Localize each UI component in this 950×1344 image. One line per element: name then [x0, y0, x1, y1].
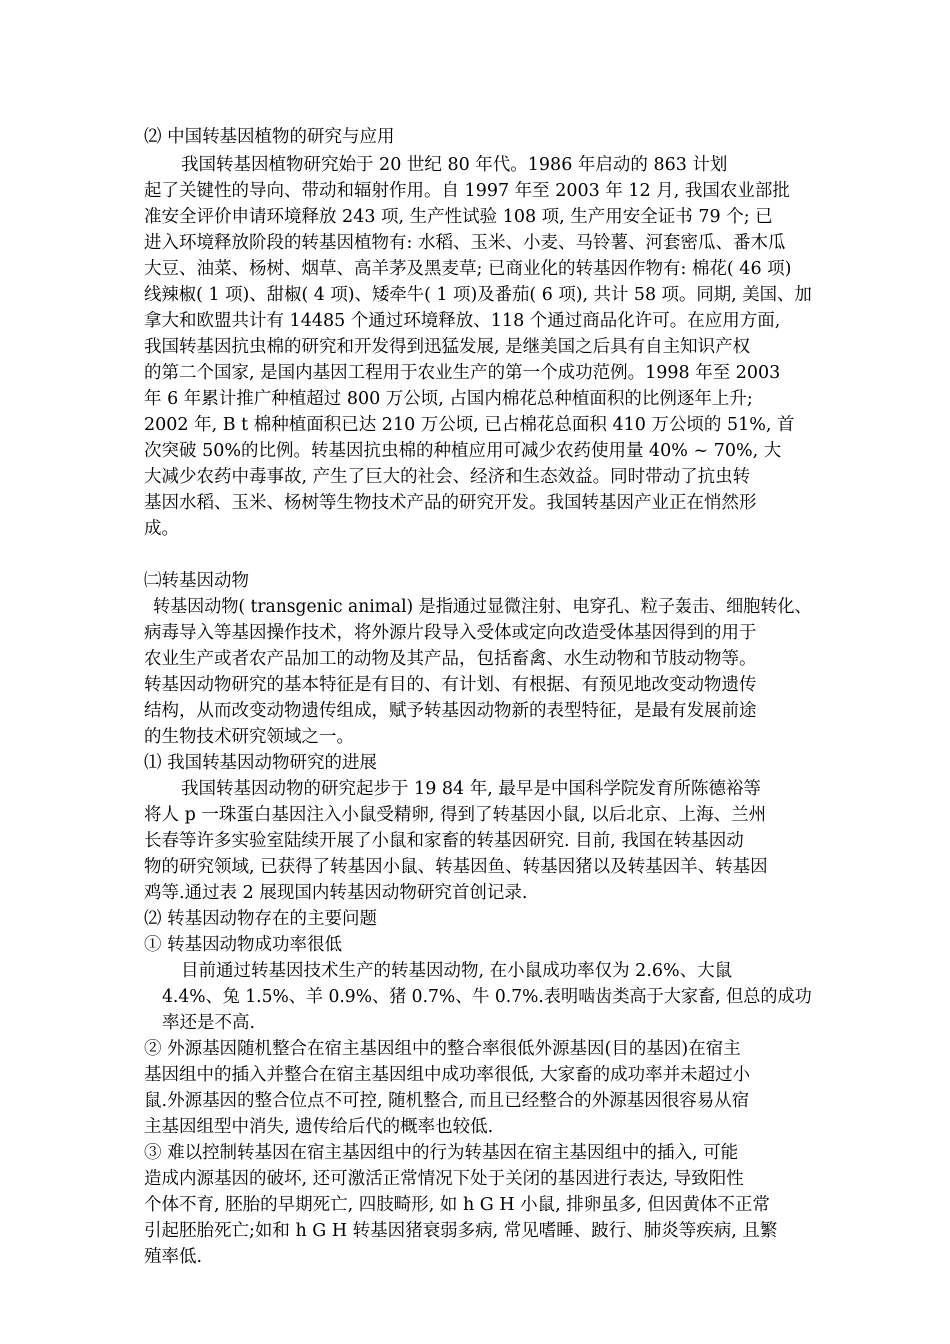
- paragraph-line: 2002 年, B t 棉种植面积已达 210 万公顷, 已占棉花总面积 410 万公顷的 51%, 首: [144, 415, 795, 435]
- paragraph-line: 造成内源基因的破坏, 还可激活正常情况下处于关闭的基因进行表达, 导致阳性: [144, 1169, 744, 1189]
- paragraph-line: 鼠.外源基因的整合位点不可控, 随机整合, 而且已经整合的外源基因很容易从宿: [144, 1091, 750, 1111]
- section-heading: ⑴ 我国转基因动物研究的进展: [144, 753, 378, 773]
- section-heading: ㈡转基因动物: [144, 571, 249, 591]
- paragraph-line: 物的研究领域, 已获得了转基因小鼠、转基因鱼、转基因猪以及转基因羊、转基因: [144, 857, 768, 877]
- section-heading: ⑵ 转基因动物存在的主要问题: [144, 909, 378, 929]
- paragraph-line: 将人 p 一珠蛋白基因注入小鼠受精卵, 得到了转基因小鼠, 以后北京、上海、兰州: [144, 805, 767, 825]
- paragraph-line: 长春等许多实验室陆续开展了小鼠和家畜的转基因研究. 目前, 我国在转基因动: [144, 831, 744, 851]
- section-heading: ⑵ 中国转基因植物的研究与应用: [144, 127, 395, 147]
- paragraph-line: 我国转基因植物研究始于 20 世纪 80 年代。1986 年启动的 863 计划: [181, 155, 728, 175]
- list-item-heading: ① 转基因动物成功率很低: [144, 935, 343, 955]
- paragraph-line: 结构，从而改变动物遗传组成，赋予转基因动物新的表型特征，是最有发展前途: [144, 701, 757, 721]
- paragraph-line: 大减少农药中毒事故, 产生了巨大的社会、经济和生态效益。同时带动了抗虫转: [144, 467, 751, 487]
- paragraph-line: 的第二个国家, 是国内基因工程用于农业生产的第一个成功范例。1998 年至 2003: [144, 363, 781, 383]
- paragraph-line: 起了关键性的导向、带动和辐射作用。自 1997 年至 2003 年 12 月, 我国农业部批: [144, 181, 790, 201]
- list-item-heading: ③ 难以控制转基因在宿主基因组中的行为转基因在宿主基因组中的插入, 可能: [144, 1143, 739, 1163]
- paragraph-line: 鸡等.通过表 2 展现国内转基因动物研究首创记录.: [144, 883, 528, 903]
- paragraph-line: 殖率低.: [144, 1247, 203, 1267]
- paragraph-line: 转基因动物研究的基本特征是有目的、有计划、有根据、有预见地改变动物遗传: [144, 675, 757, 695]
- paragraph-line: 主基因组型中消失, 遗传给后代的概率也较低.: [144, 1117, 494, 1137]
- paragraph-line: 大豆、油菜、杨树、烟草、高羊茅及黑麦草; 已商业化的转基因作物有: 棉花( 46 项): [144, 259, 792, 279]
- paragraph-line: 4.4%、兔 1.5%、羊 0.9%、猪 0.7%、牛 0.7%.表明啮齿类高于大家畜, 但总的成功: [162, 987, 812, 1007]
- paragraph-line: 基因组中的插入并整合在宿主基因组中成功率很低, 大家畜的成功率并未超过小: [144, 1065, 751, 1085]
- paragraph-line: 次突破 50%的比例。转基因抗虫棉的种植应用可减少农药使用量 40% ~ 70%, 大: [144, 441, 782, 461]
- paragraph-line: 个体不育, 胚胎的早期死亡, 四肢畸形, 如 h G H 小鼠, 排卵虽多, 但因黄体不正常: [144, 1195, 770, 1215]
- paragraph-line: 病毒导入等基因操作技术，将外源片段导入受体或定向改造受体基因得到的用于: [144, 623, 757, 643]
- paragraph-line: 目前通过转基因技术生产的转基因动物, 在小鼠成功率仅为 2.6%、大鼠: [181, 961, 733, 981]
- paragraph-line: 我国转基因抗虫棉的研究和开发得到迅猛发展, 是继美国之后具有自主知识产权: [144, 337, 751, 357]
- list-item-heading: ② 外源基因随机整合在宿主基因组中的整合率很低外源基因(目的基因)在宿主: [144, 1039, 741, 1059]
- paragraph-line: 拿大和欧盟共计有 14485 个通过环境释放、118 个通过商品化许可。在应用方面,: [144, 311, 781, 331]
- paragraph-line: 转基因动物( transgenic animal) 是指通过显微注射、电穿孔、粒子轰击、细胞转化、: [153, 597, 812, 617]
- paragraph-line: 基因水稻、玉米、杨树等生物技术产品的研究开发。我国转基因产业正在悄然形: [144, 493, 757, 513]
- paragraph-line: 率还是不高.: [162, 1013, 256, 1033]
- paragraph-line: 我国转基因动物的研究起步于 19 84 年, 最早是中国科学院发育所陈德裕等: [181, 779, 761, 799]
- paragraph-line: 成。: [144, 519, 179, 539]
- paragraph-line: 年 6 年累计推广种植超过 800 万公顷, 占国内棉花总种植面积的比例逐年上升;: [144, 389, 753, 409]
- paragraph-line: 的生物技术研究领域之一。: [144, 727, 354, 747]
- paragraph-line: 线辣椒( 1 项)、甜椒( 4 项)、矮牵牛( 1 项)及番茄( 6 项), 共计 58 项。同期, 美国、加: [144, 285, 812, 305]
- paragraph-line: 准安全评价申请环境释放 243 项, 生产性试验 108 项, 生产用安全证书 79 个; 已: [144, 207, 773, 227]
- paragraph-line: 农业生产或者农产品加工的动物及其产品，包括畜禽、水生动物和节肢动物等。: [144, 649, 757, 669]
- paragraph-line: 引起胚胎死亡;如和 h G H 转基因猪衰弱多病, 常见嗜睡、跛行、肺炎等疾病, 且繁: [144, 1221, 778, 1241]
- paragraph-line: 进入环境释放阶段的转基因植物有: 水稻、玉米、小麦、马铃薯、河套密瓜、番木瓜: [144, 233, 786, 253]
